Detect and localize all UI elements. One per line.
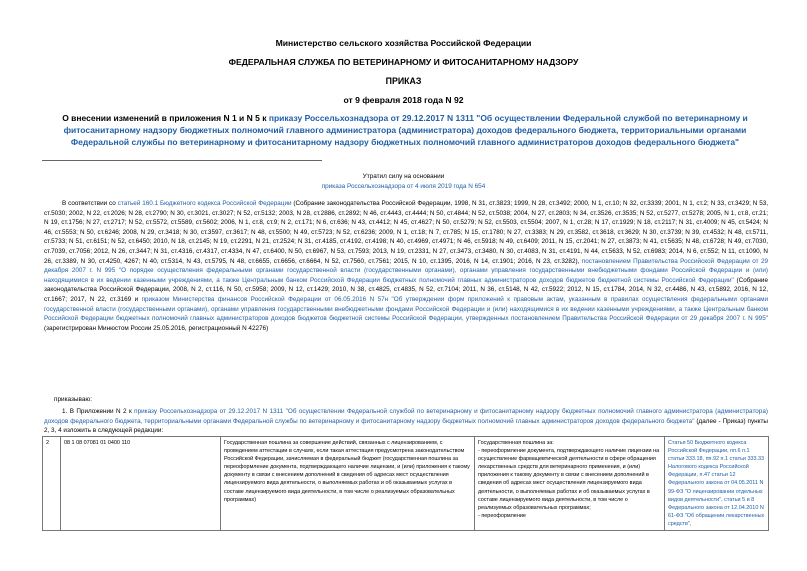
preamble-text-a: В соответствии со — [62, 200, 118, 207]
expired-line: Утратил силу на основании — [362, 173, 445, 180]
cell-code: 08 1 08 07081 01 0400 110 — [61, 437, 221, 531]
title-prefix: О внесении изменений в приложения N 1 и N 5 к — [62, 113, 269, 123]
preamble-text-c: (Собрание законодательства Российской Федерации, 2008, N 2, ст.116, N 50, ст.5958; 2009, N 12, ст.1429; 2010, N 38, ст.4825, ст.4835, N 52, ст.7104; 2011, N 36, ст.5148, N 42, ст.5922; 2012, N 15, ст.1784, 2014, N 32, ст.4486, N 43, ст.5892, 2016, N 12, ст.1667; 2017, N 22, ст.3169 и — [44, 276, 768, 303]
point1-link[interactable]: приказу Россельхознадзора от 29.12.2017 N 1311 "Об осуществлении Федеральной службой по ветеринарному и фитосанитарному надзору бюджетных полномочий главного администратора (администратора) доходов федерального бюджета, территориальными органами Федеральной службы по ветеринарному и фитосанитарному надзору бюджетных полномочий главных администраторов доходов федерального бюджета" — [44, 408, 768, 425]
ministry-name: Министерство сельского хозяйства Российской Федерации — [275, 38, 532, 48]
expired-note — [0, 172, 807, 192]
point1-text-b: (далее - Приказ) пункты 2, 3, 4 изложить в следующей редакции: — [44, 417, 768, 435]
table-row — [43, 437, 769, 531]
cell-description: Государственная пошлина за совершение действий, связанных с лицензированием, с проведением аттестации в случаях, если такая аттестация предусмотрена законодательством Российской Федерации, зачисляемая в федеральный бюджет (государственная пошлина за переоформление документа, подтверждающего наличие лицензии, и (или) приложения к такому документу в связи с внесением дополнений в сведения об адресах мест осуществления лицензируемого вида деятельности, о выполняемых работах и об оказываемых услугах в составе лицензируемого вида деятельности, в том числе о реализуемых образовательных программах) — [221, 437, 475, 531]
title-link[interactable]: приказу Россельхознадзора от 29.12.2017 N 1311 "Об осуществлении Федеральной службой по ветеринарному и фитосанитарному надзору бюджетных полномочий главного администратора (администратора) доходов федерального бюджета, территориальными органами Федеральной службы по ветеринарному и фитосанитарному надзору бюджетных полномочий главного администраторов доходов федерального бюджета" — [63, 113, 748, 147]
document-type: ПРИКАЗ — [385, 76, 422, 86]
preamble-paragraph — [44, 199, 768, 333]
fee-item-1: - переоформление документа, подтверждающего наличие лицензии на осуществление фармацевтической деятельности в сфере обращения лекарственных средств для ветеринарного применения, и (или) приложения к такому документу в связи с внесением дополнений в сведения об адресах мест осуществления лицензируемого вида деятельности, о выполняемых работах и об оказываемых услугах в составе лицензируемого вида деятельности, в том числе о реализуемых образовательных программах; — [478, 448, 660, 511]
separator-line — [42, 160, 322, 161]
point1-text-a: 1. В Приложении N 2 к — [62, 408, 135, 415]
revenue-table — [42, 436, 769, 531]
fee-intro: Государственная пошлина за: — [478, 440, 554, 446]
preamble-text-b: (Собрание законодательства Российской Федерации, 1998, N 31, ст.3823; 1999, N 28, ст.3492; 2000, N 1, ст.10; N 32, ст.3339; 2001, N 1, ст.2; N 33, ст.3429; N 53, ст.5030; 2002, N 22, ст.2026; N 28, ст.2790; N 30, ст.3021, ст.3027; N 52, ст.5132; 2003, N 28, ст.2886, ст.2892; N 46, ст.4443, ст.4444; N 50, ст.4844; N 52, ст.5038; 2004, N 27, ст.2803; N 34, ст.3526, ст.3535; N 52, ст.5277, ст.5278; 2005, N 1, ст.8, ст.21; N 19, ст.1756; N 27, ст.2717; N 52, ст.5572, ст.5589, ст.5602; 2006, N 1, ст.8, ст.9; N 2, ст.171; N 6, ст.636; N 43, ст.4412; N 45, ст.4627; N 50, ст.5279; N 52, ст.5503, ст.5504; 2007, N 1, ст.28; N 17, ст.1929; N 18, ст.2117; N 31, ст.4009; N 45, ст.5424; N 46, ст.5553; N 50, ст.6246; 2008, N 29, ст.3418; N 30, ст.3597, ст.3617; N 48, ст.5500; N 49, ст.5723; N 52, ст.6236; 2009, N 1, ст.18; N 7, ст.785; N 15, ст.1780; N 27, ст.3383; N 29, ст.3582, ст.3618, ст.3629; N 30, ст.3739; N 39, ст.4532; N 48, ст.5711, ст.5733; N 51, ст.6151; N 52, ст.6450; 2010, N 18, ст.2145; N 19, ст.2291, N 21, ст.2524; N 31, ст.4185, ст.4192, ст.4198; N 40, ст.4969, ст.4971; N 46, ст.5918; N 49, ст.6409; 2011, N 15, ст.2041; N 27, ст.3873; N 41, ст.5635; N 48, ст.6728; N 49, ст.7030, ст.7039, ст.7056; 2012, N 26, ст.3447; N 31, ст.4316, ст.4317, ст.4334, N 47, ст.6400, N 50, ст.6967, N 53, ст.7593; 2013, N 19, ст.2331, N 27, ст.3473, ст.3480, N 30, ст.4083, N 31, ст.4191, N 44, ст.5633, N 52, ст.6983; 2014, N 6, ст.552; N 11, ст.1090, N 26, ст.3389, N 30, ст.4250, 4267; N 40, ст.5314, N 43, ст.5795, N 48, ст.6655, ст.6656, ст.6664, N 52, ст.7560, ст.7561; 2015, N 10, ст.1395, 2016, N 14, ст.1901; 2016, N 23, ст.3282), — [44, 200, 769, 265]
fee-item-2: - переоформление — [478, 512, 526, 519]
expired-link[interactable]: приказа Россельхознадзора от 4 июля 2019 года N 654 — [321, 183, 486, 190]
cell-fee-items — [475, 437, 665, 531]
cell-legal-basis[interactable]: Статья 50 Бюджетного кодекса Российской Федерации, пп.6 п.1 статьи 333.18, пп.92 п.1 статьи 333.33 Налогового кодекса Российской Федерации, п.47 статьи 12 Федерального закона от 04.05.2011 N 99-ФЗ "О лицензировании отдельных видов деятельности", статьи 5 и 8 Федерального закона от 12.04.2010 N 61-ФЗ "Об обращении лекарственных средств", — [665, 437, 769, 531]
cell-number: 2 — [43, 437, 61, 531]
document-title — [40, 112, 770, 148]
government-decree-link[interactable]: постановлением Правительства Российской Федерации от 29 декабря 2007 г. N 995 "О порядке осуществления федеральными органами государственной власти (государственными органами), органами управления государственными внебюджетными фондами Российской Федерации и (или) находящимися в их ведении казенными учреждениями, а также Центральным банком Российской Федерации бюджетных полномочий главных администраторов доходов бюджетов бюджетной системы Российской Федерации" — [44, 257, 768, 284]
prikazyvayu-text: приказываю: — [54, 396, 92, 403]
preamble-text-d: (зарегистрирован Минюстом России 25.05.2016, регистрационный N 42276) — [44, 324, 269, 332]
budget-code-link[interactable]: статьей 160.1 Бюджетного кодекса Российской Федерации — [117, 200, 292, 207]
point-1 — [44, 407, 768, 436]
service-name: ФЕДЕРАЛЬНАЯ СЛУЖБА ПО ВЕТЕРИНАРНОМУ И ФИТОСАНИТАРНОМУ НАДЗОРУ — [228, 57, 579, 67]
preamble — [44, 199, 768, 333]
minfin-order-link[interactable]: приказом Министерства финансов Российской Федерации от 06.05.2016 N 57н "Об утверждении форм приложений к правовым актам, указанным в правилах осуществления федеральными органами государственной власти (государственными органами), органами управления государственными внебюджетными фондами Российской Федерации и (или) находящимися в их ведении казенными учреждениями, а также Центральным банком Российской Федерации бюджетных полномочий главных администраторов доходов бюджетов бюджетной системы Российской Федерации, утвержденных постановлением Правительства Российской Федерации от 29 декабря 2007 г. N 995" — [44, 295, 769, 323]
document-date: от 9 февраля 2018 года N 92 — [343, 95, 464, 105]
